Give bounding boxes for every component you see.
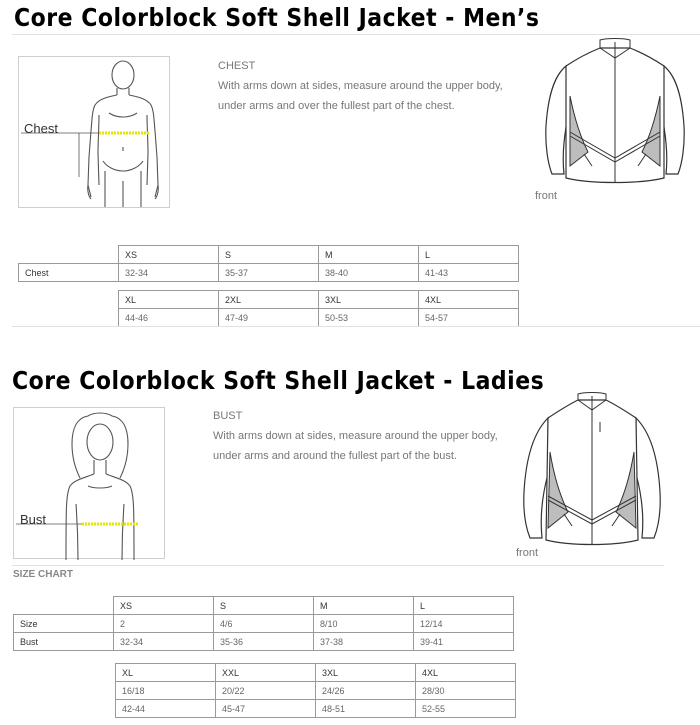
table-cell: 24/26 xyxy=(316,682,416,700)
table-cell: 42-44 xyxy=(116,700,216,718)
size-header-xs: XS xyxy=(119,246,219,264)
table-header-row xyxy=(14,597,514,615)
mens-top-divider xyxy=(12,34,700,35)
size-header-4xl: 4XL xyxy=(416,664,516,682)
size-header-s: S xyxy=(214,597,314,615)
table-cell: 52-55 xyxy=(416,700,516,718)
ladies-size-table-2 xyxy=(115,663,516,718)
table-cell: 2 xyxy=(114,615,214,633)
chest-label: Chest xyxy=(24,121,58,136)
table-cell: 35-36 xyxy=(214,633,314,651)
table-row xyxy=(119,309,519,327)
table-row xyxy=(19,264,519,282)
table-cell: 32-34 xyxy=(114,633,214,651)
size-header-m: M xyxy=(319,246,419,264)
table-row xyxy=(14,633,514,651)
table-cell: 50-53 xyxy=(319,309,419,327)
ladies-body-figure xyxy=(13,407,165,559)
table-cell: 54-57 xyxy=(419,309,519,327)
size-header-4xl: 4XL xyxy=(419,291,519,309)
mens-bottom-divider xyxy=(12,326,700,327)
mens-title: Core Colorblock Soft Shell Jacket - Men’s xyxy=(14,4,540,33)
size-header-3xl: 3XL xyxy=(316,664,416,682)
mens-jacket-front-icon xyxy=(540,36,690,188)
row-label-chest: Chest xyxy=(19,264,119,282)
table-cell: 39-41 xyxy=(414,633,514,651)
size-header-xl: XL xyxy=(119,291,219,309)
chest-description: With arms down at sides, measure around the upper body, under arms and over the fullest part of the chest. xyxy=(218,80,503,112)
ladies-jacket-front-icon xyxy=(518,392,666,548)
size-header-xxl: XXL xyxy=(216,664,316,682)
table-cell: 37-38 xyxy=(314,633,414,651)
size-header-l: L xyxy=(419,246,519,264)
table-row xyxy=(14,615,514,633)
bust-label: Bust xyxy=(20,512,47,527)
size-header-2xl: 2XL xyxy=(219,291,319,309)
table-cell: 45-47 xyxy=(216,700,316,718)
table-cell: 44-46 xyxy=(119,309,219,327)
table-cell: 12/14 xyxy=(414,615,514,633)
table-cell: 38-40 xyxy=(319,264,419,282)
ladies-front-label: front xyxy=(516,547,539,559)
ladies-size-table-1 xyxy=(13,596,514,651)
mens-front-label: front xyxy=(535,190,558,202)
size-header-m: M xyxy=(314,597,414,615)
table-header-row xyxy=(116,664,516,682)
bust-heading: BUST xyxy=(213,410,243,422)
table-row xyxy=(116,682,516,700)
chest-heading: CHEST xyxy=(218,60,256,72)
table-cell: 35-37 xyxy=(219,264,319,282)
female-silhouette-icon xyxy=(14,408,166,560)
row-label-size: Size xyxy=(14,615,114,633)
mens-size-table-2 xyxy=(118,290,519,327)
table-cell: 16/18 xyxy=(116,682,216,700)
size-header-3xl: 3XL xyxy=(319,291,419,309)
size-chart-heading: SIZE CHART xyxy=(13,569,73,580)
ladies-title: Core Colorblock Soft Shell Jacket - Ladies xyxy=(12,367,545,396)
table-cell: 41-43 xyxy=(419,264,519,282)
table-row xyxy=(116,700,516,718)
bust-description: With arms down at sides, measure around the upper body, under arms and around the fullest part of the bust. xyxy=(213,430,498,462)
table-header-row xyxy=(19,246,519,264)
table-cell: 47-49 xyxy=(219,309,319,327)
row-label-bust: Bust xyxy=(14,633,114,651)
size-header-xs: XS xyxy=(114,597,214,615)
size-header-xl: XL xyxy=(116,664,216,682)
table-cell: 8/10 xyxy=(314,615,414,633)
table-cell: 20/22 xyxy=(216,682,316,700)
ladies-chart-divider xyxy=(12,565,664,566)
table-cell: 32-34 xyxy=(119,264,219,282)
table-cell: 48-51 xyxy=(316,700,416,718)
size-header-s: S xyxy=(219,246,319,264)
table-header-row xyxy=(119,291,519,309)
table-cell: 4/6 xyxy=(214,615,314,633)
size-header-l: L xyxy=(414,597,514,615)
table-cell: 28/30 xyxy=(416,682,516,700)
mens-size-table-1 xyxy=(18,245,519,282)
